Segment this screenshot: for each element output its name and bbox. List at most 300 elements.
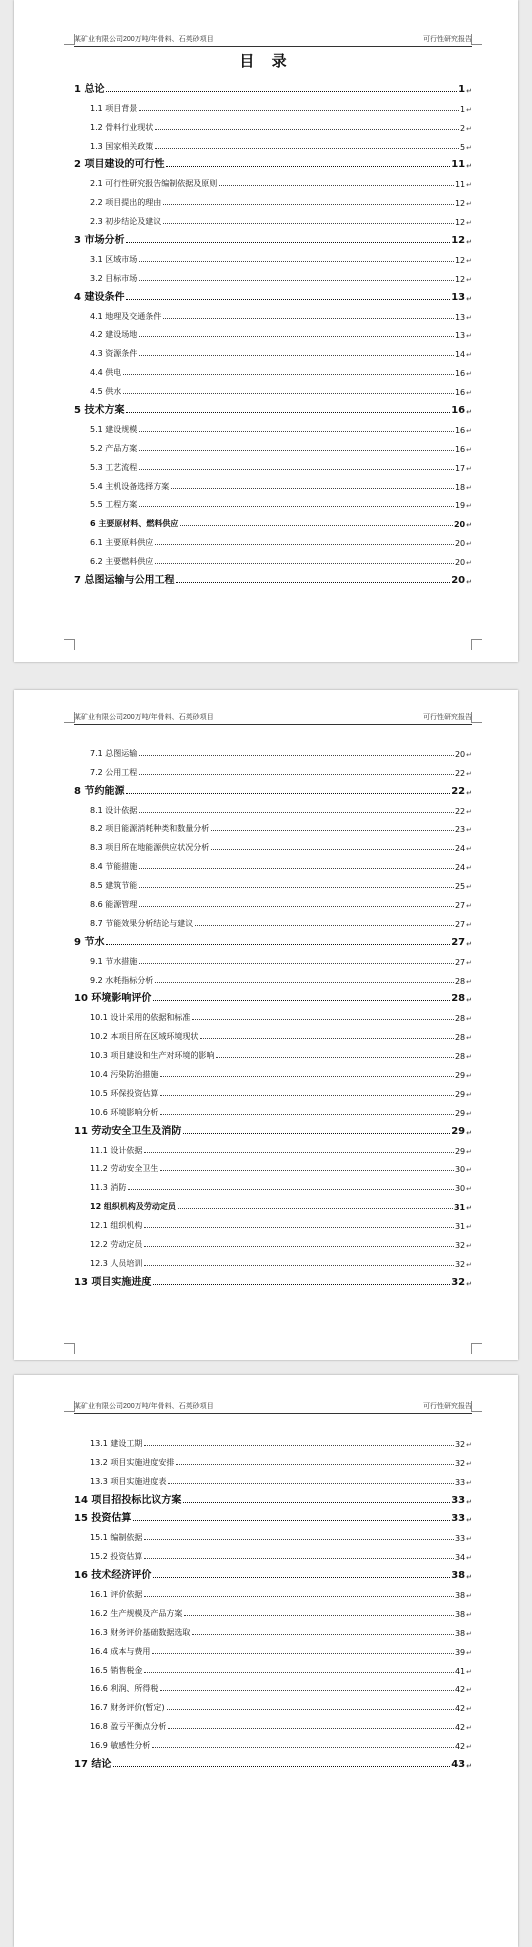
toc-entry[interactable] bbox=[74, 1061, 472, 1080]
dot-leader bbox=[139, 755, 454, 756]
dot-leader bbox=[144, 1558, 454, 1559]
toc-entry[interactable] bbox=[74, 492, 472, 511]
toc-entry-label: 16.7 财务评价(暂定) bbox=[90, 1703, 165, 1713]
document-page-2 bbox=[14, 690, 518, 1360]
paragraph-mark-icon: ↵ bbox=[466, 408, 472, 417]
toc-entry-label: 16.5 销售税金 bbox=[90, 1665, 143, 1675]
toc-entry[interactable] bbox=[74, 340, 472, 359]
toc-entry-page-number: 1 bbox=[460, 104, 466, 114]
dot-leader bbox=[139, 280, 454, 281]
toc-entry[interactable] bbox=[74, 1581, 472, 1600]
paragraph-mark-icon: ↵ bbox=[466, 1109, 472, 1118]
toc-entry[interactable] bbox=[74, 378, 472, 397]
toc-entry-page-number: 38 bbox=[454, 1609, 466, 1619]
dot-leader bbox=[139, 812, 454, 813]
toc-entry-label: 16.1 评价依据 bbox=[90, 1590, 143, 1600]
dot-leader bbox=[180, 525, 453, 526]
dot-leader bbox=[144, 1672, 454, 1673]
toc-entry[interactable] bbox=[74, 1676, 472, 1695]
paragraph-mark-icon: ↵ bbox=[466, 1610, 472, 1619]
toc-entry-page-number: 39 bbox=[454, 1647, 466, 1657]
toc-entry-label: 5.4 主机设备选择方案 bbox=[90, 481, 170, 491]
toc-entry-page-number: 11 bbox=[454, 180, 466, 190]
dot-leader bbox=[155, 148, 459, 149]
toc-entry-label: 14 项目招投标比议方案 bbox=[74, 1494, 182, 1506]
paragraph-mark-icon: ↵ bbox=[466, 1034, 472, 1043]
paragraph-mark-icon: ↵ bbox=[466, 939, 472, 948]
document-page-1 bbox=[14, 0, 518, 662]
toc-entry-label: 1.1 项目背景 bbox=[90, 103, 138, 113]
paragraph-mark-icon: ↵ bbox=[466, 1128, 472, 1137]
toc-entry-label: 7 总图运输与公用工程 bbox=[74, 575, 175, 587]
corner-mark bbox=[471, 639, 482, 650]
header-left-text: 某矿业有限公司200万吨/年骨料、石英砂项目 bbox=[74, 1403, 214, 1410]
toc-entry[interactable] bbox=[74, 759, 472, 778]
paragraph-mark-icon: ↵ bbox=[466, 1554, 472, 1563]
toc-entry-label: 5.1 建设规模 bbox=[90, 424, 138, 434]
paragraph-mark-icon: ↵ bbox=[466, 1516, 472, 1525]
toc-entry-label: 2 项目建设的可行性 bbox=[74, 159, 165, 171]
toc-entry-label: 13.3 项目实施进度表 bbox=[90, 1476, 167, 1486]
dot-leader bbox=[176, 1464, 454, 1465]
toc-entry-page-number: 27 bbox=[454, 901, 466, 911]
toc-entry[interactable] bbox=[74, 872, 472, 891]
toc-entry-label: 16.3 财务评价基础数据选取 bbox=[90, 1627, 191, 1637]
dot-leader bbox=[106, 91, 457, 92]
toc-entry[interactable] bbox=[74, 76, 472, 95]
toc-entry[interactable] bbox=[74, 740, 472, 759]
toc-entry-page-number: 42 bbox=[454, 1704, 466, 1714]
toc-entry[interactable] bbox=[74, 1449, 472, 1468]
toc-entry[interactable] bbox=[74, 567, 472, 586]
dot-leader bbox=[123, 374, 454, 375]
corner-mark bbox=[471, 1343, 482, 1354]
paragraph-mark-icon: ↵ bbox=[466, 996, 472, 1005]
toc-entry-page-number: 43 bbox=[451, 1759, 466, 1771]
dot-leader bbox=[144, 1152, 454, 1153]
toc-entry-page-number: 20 bbox=[454, 558, 466, 568]
toc-entry[interactable] bbox=[74, 152, 472, 171]
dot-leader bbox=[126, 299, 450, 300]
toc-entry[interactable] bbox=[74, 1430, 472, 1449]
dot-leader bbox=[139, 774, 454, 775]
toc-entry-label: 4.1 地理及交通条件 bbox=[90, 311, 162, 321]
dot-leader bbox=[139, 963, 454, 964]
toc-entry[interactable] bbox=[74, 816, 472, 835]
dot-leader bbox=[139, 868, 454, 869]
toc-entry-page-number: 14 bbox=[454, 350, 466, 360]
dot-leader bbox=[184, 1615, 454, 1616]
toc-entry-page-number: 24 bbox=[454, 844, 466, 854]
toc-entry[interactable] bbox=[74, 1524, 472, 1543]
header-right-text: 可行性研究报告 bbox=[423, 36, 472, 43]
toc-entry-label: 6 主要原材料、燃料供应 bbox=[90, 519, 179, 529]
dot-leader bbox=[192, 1019, 454, 1020]
toc-entry-page-number: 27 bbox=[454, 957, 466, 967]
paragraph-mark-icon: ↵ bbox=[466, 521, 472, 530]
toc-entry-page-number: 28 bbox=[454, 976, 466, 986]
toc-entry[interactable] bbox=[74, 986, 472, 1005]
dot-leader bbox=[168, 1728, 454, 1729]
toc-entry-page-number: 33 bbox=[454, 1477, 466, 1487]
toc-entry-label: 10.2 本项目所在区域环境现状 bbox=[90, 1032, 199, 1042]
dot-leader bbox=[139, 110, 459, 111]
paragraph-mark-icon: ↵ bbox=[466, 1279, 472, 1288]
toc-entry[interactable] bbox=[74, 1193, 472, 1212]
paragraph-mark-icon: ↵ bbox=[466, 1459, 472, 1468]
paragraph-mark-icon: ↵ bbox=[466, 1223, 472, 1232]
toc-entry-label: 15 投资估算 bbox=[74, 1513, 132, 1525]
dot-leader bbox=[163, 204, 454, 205]
toc-entry-label: 3.2 目标市场 bbox=[90, 273, 138, 283]
toc-entry-label: 8.4 节能措施 bbox=[90, 862, 138, 872]
dot-leader bbox=[144, 1596, 454, 1597]
paragraph-mark-icon: ↵ bbox=[466, 370, 472, 379]
toc-entry-page-number: 29 bbox=[451, 1125, 466, 1137]
toc-entry-page-number: 18 bbox=[454, 482, 466, 492]
toc-entry-label: 4.3 资源条件 bbox=[90, 349, 138, 359]
toc-entry-page-number: 11 bbox=[451, 159, 466, 171]
toc-entry-label: 6.1 主要原料供应 bbox=[90, 538, 154, 548]
toc-entry[interactable] bbox=[74, 227, 472, 246]
paragraph-mark-icon: ↵ bbox=[466, 902, 472, 911]
paragraph-mark-icon: ↵ bbox=[466, 1648, 472, 1657]
toc-entry-label: 12.3 人员培训 bbox=[90, 1258, 143, 1268]
dot-leader bbox=[167, 1709, 454, 1710]
paragraph-mark-icon: ↵ bbox=[466, 1204, 472, 1213]
dot-leader bbox=[144, 1246, 454, 1247]
paragraph-mark-icon: ↵ bbox=[466, 200, 472, 209]
toc-entry-label: 7.2 公用工程 bbox=[90, 767, 138, 777]
paragraph-mark-icon: ↵ bbox=[466, 219, 472, 228]
paragraph-mark-icon: ↵ bbox=[466, 788, 472, 797]
dot-leader bbox=[160, 1095, 454, 1096]
toc-entry-label: 16.9 敏感性分析 bbox=[90, 1741, 151, 1751]
dot-leader bbox=[195, 925, 454, 926]
toc-entry[interactable] bbox=[74, 1732, 472, 1751]
toc-entry-label: 16.4 成本与费用 bbox=[90, 1646, 151, 1656]
toc-entry[interactable] bbox=[74, 548, 472, 567]
toc-entry-label: 8.6 能源管理 bbox=[90, 900, 138, 910]
dot-leader bbox=[219, 185, 454, 186]
toc-entry[interactable] bbox=[74, 1212, 472, 1231]
toc-entry-page-number: 25 bbox=[454, 882, 466, 892]
paragraph-mark-icon: ↵ bbox=[466, 1478, 472, 1487]
toc-entry-page-number: 16 bbox=[454, 388, 466, 398]
toc-entry[interactable] bbox=[74, 1099, 472, 1118]
dot-leader bbox=[144, 1445, 454, 1446]
toc-entry-label: 2.2 项目提出的理由 bbox=[90, 198, 162, 208]
toc-entry-page-number: 16 bbox=[451, 405, 466, 417]
toc-entry[interactable] bbox=[74, 1250, 472, 1269]
toc-entry[interactable] bbox=[74, 910, 472, 929]
toc-entry-page-number: 22 bbox=[454, 768, 466, 778]
paragraph-mark-icon: ↵ bbox=[466, 105, 472, 114]
toc-entry[interactable] bbox=[74, 1174, 472, 1193]
dot-leader bbox=[160, 1076, 454, 1077]
toc-entry-label: 12.2 劳动定员 bbox=[90, 1240, 143, 1250]
toc-entry-label: 15.1 编制依据 bbox=[90, 1533, 143, 1543]
paragraph-mark-icon: ↵ bbox=[466, 1686, 472, 1695]
toc-entry[interactable] bbox=[74, 284, 472, 303]
paragraph-mark-icon: ↵ bbox=[466, 1242, 472, 1251]
dot-leader bbox=[160, 1114, 454, 1115]
paragraph-mark-icon: ↵ bbox=[466, 1166, 472, 1175]
toc-entry-page-number: 28 bbox=[454, 1052, 466, 1062]
toc-entry-label: 8.1 设计依据 bbox=[90, 805, 138, 815]
dot-leader bbox=[163, 223, 454, 224]
corner-mark bbox=[64, 639, 75, 650]
dot-leader bbox=[128, 1189, 454, 1190]
page-header bbox=[74, 34, 472, 47]
toc-entry-page-number: 28 bbox=[451, 993, 466, 1005]
toc-entry-page-number: 33 bbox=[451, 1494, 466, 1506]
toc-entry-label: 4.2 建设场地 bbox=[90, 330, 138, 340]
toc-entry-label: 11.3 消防 bbox=[90, 1183, 127, 1193]
toc-entry[interactable] bbox=[74, 1487, 472, 1506]
dot-leader bbox=[171, 488, 454, 489]
toc-entry-page-number: 19 bbox=[454, 501, 466, 511]
toc-entry-label: 1.3 国家相关政策 bbox=[90, 141, 154, 151]
toc-entry-page-number: 29 bbox=[454, 1071, 466, 1081]
toc-entry[interactable] bbox=[74, 322, 472, 341]
toc-list bbox=[74, 76, 472, 586]
toc-entry[interactable] bbox=[74, 1468, 472, 1487]
dot-leader bbox=[153, 1284, 450, 1285]
toc-entry[interactable] bbox=[74, 416, 472, 435]
toc-entry-label: 3.1 区域市场 bbox=[90, 254, 138, 264]
toc-entry-page-number: 12 bbox=[454, 218, 466, 228]
toc-entry[interactable] bbox=[74, 1506, 472, 1525]
toc-entry-label: 5 技术方案 bbox=[74, 405, 125, 417]
toc-entry[interactable] bbox=[74, 454, 472, 473]
toc-entry[interactable] bbox=[74, 95, 472, 114]
corner-mark bbox=[471, 34, 482, 45]
toc-entry[interactable] bbox=[74, 967, 472, 986]
toc-entry[interactable] bbox=[74, 1231, 472, 1250]
dot-leader bbox=[160, 1170, 454, 1171]
toc-entry[interactable] bbox=[74, 853, 472, 872]
toc-entry-page-number: 27 bbox=[451, 936, 466, 948]
toc-entry-label: 4.5 供水 bbox=[90, 387, 122, 397]
toc-entry[interactable] bbox=[74, 1156, 472, 1175]
toc-entry[interactable] bbox=[74, 929, 472, 948]
toc-entry[interactable] bbox=[74, 1619, 472, 1638]
toc-entry-label: 16 技术经济评价 bbox=[74, 1570, 152, 1582]
dot-leader bbox=[133, 1520, 450, 1521]
toc-entry-page-number: 13 bbox=[451, 291, 466, 303]
dot-leader bbox=[192, 1634, 454, 1635]
dot-leader bbox=[211, 830, 454, 831]
toc-entry-label: 12.1 组织机构 bbox=[90, 1221, 143, 1231]
dot-leader bbox=[155, 982, 454, 983]
document-page-3 bbox=[14, 1375, 518, 1947]
dot-leader bbox=[183, 1502, 450, 1503]
dot-leader bbox=[160, 1690, 454, 1691]
paragraph-mark-icon: ↵ bbox=[466, 750, 472, 759]
dot-leader bbox=[113, 1766, 450, 1767]
toc-entry[interactable] bbox=[74, 1751, 472, 1770]
paragraph-mark-icon: ↵ bbox=[466, 426, 472, 435]
paragraph-mark-icon: ↵ bbox=[466, 578, 472, 587]
toc-entry[interactable] bbox=[74, 170, 472, 189]
header-left-text: 某矿业有限公司200万吨/年骨料、石英砂项目 bbox=[74, 714, 214, 721]
toc-entry[interactable] bbox=[74, 473, 472, 492]
dot-leader bbox=[166, 166, 450, 167]
toc-entry[interactable] bbox=[74, 1657, 472, 1676]
toc-entry-page-number: 17 bbox=[454, 463, 466, 473]
paragraph-mark-icon: ↵ bbox=[466, 1440, 472, 1449]
toc-entry-label: 4.4 供电 bbox=[90, 368, 122, 378]
toc-entry-page-number: 34 bbox=[454, 1553, 466, 1563]
toc-entry[interactable] bbox=[74, 303, 472, 322]
toc-entry[interactable] bbox=[74, 778, 472, 797]
paragraph-mark-icon: ↵ bbox=[466, 883, 472, 892]
toc-entry-label: 2.1 可行性研究报告编制依据及原则 bbox=[90, 179, 218, 189]
toc-entry-page-number: 5 bbox=[460, 142, 466, 152]
dot-leader bbox=[216, 1057, 454, 1058]
header-right-text: 可行性研究报告 bbox=[423, 714, 472, 721]
toc-entry-label: 13.1 建设工期 bbox=[90, 1438, 143, 1448]
dot-leader bbox=[163, 318, 454, 319]
paragraph-mark-icon: ↵ bbox=[466, 769, 472, 778]
paragraph-mark-icon: ↵ bbox=[466, 1260, 472, 1269]
toc-entry[interactable] bbox=[74, 397, 472, 416]
toc-entry[interactable] bbox=[74, 948, 472, 967]
toc-entry-page-number: 16 bbox=[454, 369, 466, 379]
paragraph-mark-icon: ↵ bbox=[466, 1053, 472, 1062]
paragraph-mark-icon: ↵ bbox=[466, 1629, 472, 1638]
toc-entry-label: 10.6 环境影响分析 bbox=[90, 1107, 159, 1117]
toc-entry-label: 9.1 节水措施 bbox=[90, 956, 138, 966]
toc-entry-page-number: 20 bbox=[451, 575, 466, 587]
paragraph-mark-icon: ↵ bbox=[466, 1667, 472, 1676]
toc-entry-label: 8.7 节能效果分析结论与建议 bbox=[90, 918, 194, 928]
toc-entry[interactable] bbox=[74, 1562, 472, 1581]
toc-entry-label: 3 市场分析 bbox=[74, 235, 125, 247]
toc-entry-page-number: 22 bbox=[451, 785, 466, 797]
toc-list bbox=[74, 1430, 472, 1770]
toc-entry[interactable] bbox=[74, 435, 472, 454]
toc-entry-page-number: 20 bbox=[453, 520, 466, 530]
toc-entry-page-number: 12 bbox=[454, 274, 466, 284]
toc-entry[interactable] bbox=[74, 265, 472, 284]
toc-entry[interactable] bbox=[74, 359, 472, 378]
header-left-text: 某矿业有限公司200万吨/年骨料、石英砂项目 bbox=[74, 36, 214, 43]
toc-entry-page-number: 33 bbox=[451, 1513, 466, 1525]
toc-entry-page-number: 32 bbox=[454, 1458, 466, 1468]
dot-leader bbox=[176, 582, 450, 583]
toc-entry-label: 2.3 初步结论及建议 bbox=[90, 217, 162, 227]
toc-entry-label: 1.2 骨料行业现状 bbox=[90, 122, 154, 132]
toc-entry-page-number: 28 bbox=[454, 1014, 466, 1024]
dot-leader bbox=[126, 412, 450, 413]
paragraph-mark-icon: ↵ bbox=[466, 143, 472, 152]
toc-entry[interactable] bbox=[74, 891, 472, 910]
dot-leader bbox=[139, 355, 454, 356]
toc-entry[interactable] bbox=[74, 1600, 472, 1619]
toc-entry[interactable] bbox=[74, 510, 472, 529]
toc-entry-page-number: 42 bbox=[454, 1742, 466, 1752]
toc-entry[interactable] bbox=[74, 529, 472, 548]
dot-leader bbox=[139, 906, 454, 907]
paragraph-mark-icon: ↵ bbox=[466, 389, 472, 398]
paragraph-mark-icon: ↵ bbox=[466, 502, 472, 511]
toc-entry-page-number: 13 bbox=[454, 312, 466, 322]
paragraph-mark-icon: ↵ bbox=[466, 920, 472, 929]
dot-leader bbox=[123, 393, 454, 394]
paragraph-mark-icon: ↵ bbox=[466, 1743, 472, 1752]
toc-entry-label: 13.2 项目实施进度安排 bbox=[90, 1457, 175, 1467]
toc-entry-label: 10 环境影响评价 bbox=[74, 993, 152, 1005]
toc-entry[interactable] bbox=[74, 1004, 472, 1023]
toc-entry[interactable] bbox=[74, 1269, 472, 1288]
paragraph-mark-icon: ↵ bbox=[466, 1090, 472, 1099]
toc-entry[interactable] bbox=[74, 1543, 472, 1562]
paragraph-mark-icon: ↵ bbox=[466, 845, 472, 854]
dot-leader bbox=[155, 129, 459, 130]
toc-entry[interactable] bbox=[74, 1694, 472, 1713]
paragraph-mark-icon: ↵ bbox=[466, 238, 472, 247]
toc-entry[interactable] bbox=[74, 1713, 472, 1732]
paragraph-mark-icon: ↵ bbox=[466, 332, 472, 341]
toc-entry-page-number: 22 bbox=[454, 806, 466, 816]
paragraph-mark-icon: ↵ bbox=[466, 275, 472, 284]
toc-entry[interactable] bbox=[74, 1042, 472, 1061]
dot-leader bbox=[144, 1265, 454, 1266]
toc-entry-label: 5.3 工艺流程 bbox=[90, 462, 138, 472]
toc-entry[interactable] bbox=[74, 189, 472, 208]
toc-entry-label: 11.2 劳动安全卫生 bbox=[90, 1164, 159, 1174]
toc-entry-page-number: 20 bbox=[454, 749, 466, 759]
toc-entry[interactable] bbox=[74, 1137, 472, 1156]
paragraph-mark-icon: ↵ bbox=[466, 1705, 472, 1714]
toc-entry[interactable] bbox=[74, 1638, 472, 1657]
toc-entry[interactable] bbox=[74, 246, 472, 265]
toc-entry[interactable] bbox=[74, 208, 472, 227]
toc-entry[interactable] bbox=[74, 1080, 472, 1099]
paragraph-mark-icon: ↵ bbox=[466, 86, 472, 95]
paragraph-mark-icon: ↵ bbox=[466, 1535, 472, 1544]
dot-leader bbox=[153, 1577, 450, 1578]
toc-entry[interactable] bbox=[74, 797, 472, 816]
toc-entry-label: 4 建设条件 bbox=[74, 291, 125, 303]
paragraph-mark-icon: ↵ bbox=[466, 1147, 472, 1156]
toc-entry-page-number: 32 bbox=[451, 1276, 466, 1288]
dot-leader bbox=[139, 261, 454, 262]
toc-entry-label: 1 总论 bbox=[74, 83, 105, 95]
paragraph-mark-icon: ↵ bbox=[466, 124, 472, 133]
paragraph-mark-icon: ↵ bbox=[466, 1497, 472, 1506]
paragraph-mark-icon: ↵ bbox=[466, 313, 472, 322]
corner-mark bbox=[471, 712, 482, 723]
paragraph-mark-icon: ↵ bbox=[466, 559, 472, 568]
toc-title: 目 录 bbox=[239, 52, 293, 70]
toc-entry[interactable] bbox=[74, 1118, 472, 1137]
toc-entry[interactable] bbox=[74, 834, 472, 853]
toc-entry-page-number: 29 bbox=[454, 1089, 466, 1099]
toc-entry-page-number: 12 bbox=[454, 255, 466, 265]
toc-entry[interactable] bbox=[74, 114, 472, 133]
toc-entry-label: 10.4 污染防治措施 bbox=[90, 1070, 159, 1080]
dot-leader bbox=[126, 793, 450, 794]
toc-entry-page-number: 29 bbox=[454, 1146, 466, 1156]
page-header bbox=[74, 712, 472, 725]
paragraph-mark-icon: ↵ bbox=[466, 977, 472, 986]
toc-entry[interactable] bbox=[74, 133, 472, 152]
toc-entry[interactable] bbox=[74, 1023, 472, 1042]
paragraph-mark-icon: ↵ bbox=[466, 256, 472, 265]
